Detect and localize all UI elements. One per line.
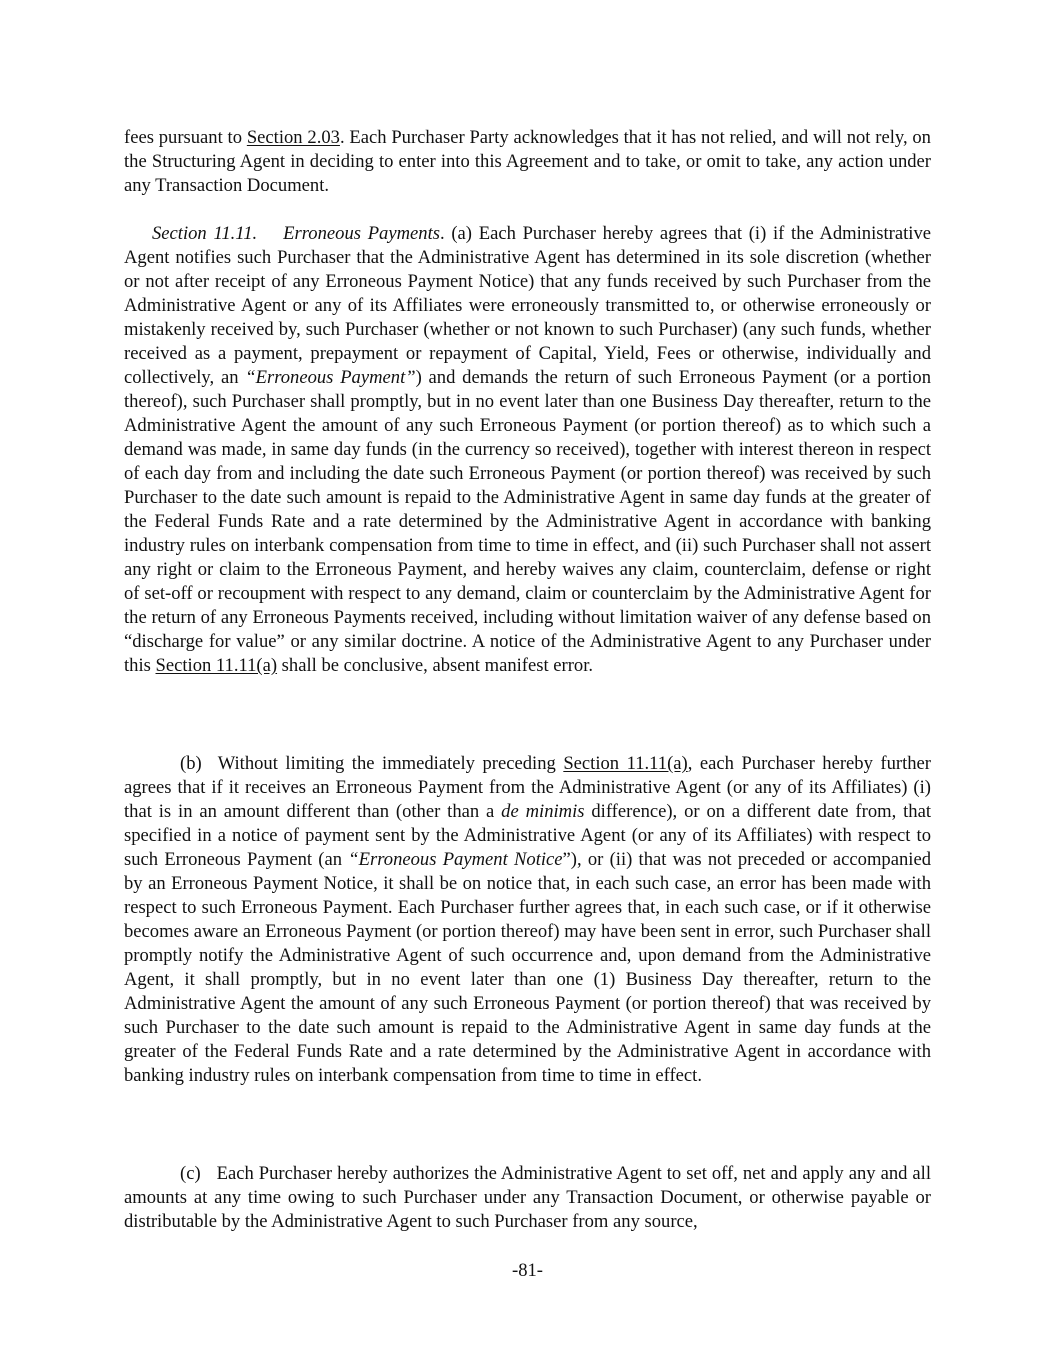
section-number: Section 11.11. — [152, 223, 258, 244]
section-reference: Section 11.11(a) — [563, 753, 688, 774]
page-number: -81- — [512, 1260, 543, 1281]
italic-term: de minimis — [501, 801, 585, 822]
subsection-b-paragraph: (b) Without limiting the immediately preceding Section 11.11(a), each Purchaser hereby further agrees that if it receives an Erroneous Payment from the Administrative Agent (or any of its Affiliates) (i) that is in an amount different than (other than a de minimis difference), or on a different date from, that specified in a notice of payment sent by the Administrative Agent (or any of its Affiliates) with respect to such Erroneous Payment (an “Erroneous Payment Notice”), or (ii) that was not preceded or accompanied by an Erroneous Payment Notice, it shall be on notice that, in each such case, an error has been made with respect to such Erroneous Payment. Each Purchaser further agrees that, in each such case, or if it otherwise becomes aware an Erroneous Payment (or portion thereof) may have been sent in error, such Purchaser shall promptly notify the Administrative Agent of such occurrence and, upon demand from the Administrative Agent, it shall promptly, but in no event later than one (1) Business Day thereafter, return to the Administrative Agent the amount of any such Erroneous Payment (or portion thereof) that was received by such Purchaser to the date such amount is repaid to the Administrative Agent in same day funds at the greater of the Federal Funds Rate and a rate determined by the Administrative Agent in accordance with banking industry rules on interbank compensation from time to time in effect. — [124, 753, 931, 1086]
section-11-11-paragraph: Section 11.11. Erroneous Payments. (a) Each Purchaser hereby agrees that (i) if the Administrative Agent notifies such Purchaser that the Administrative Agent has determined in its sole discretion (whether or not after receipt of any Erroneous Payment Notice) that any funds received by such Purchaser from the Administrative Agent or any of its Affiliates were erroneously transmitted to, or otherwise erroneously or mistakenly received by, such Purchaser (whether or not known to such Purchaser) (any such funds, whether received as a payment, prepayment or repayment of Capital, Yield, Fees or otherwise, individually and collectively, an “Erroneous Payment”) and demands the return of such Erroneous Payment (or a portion thereof), such Purchaser shall promptly, but in no event later than one Business Day thereafter, return to the Administrative Agent the amount of any such Erroneous Payment (or portion thereof) as to which such a demand was made, in same day funds (in the currency so received), together with interest thereon in respect of each day from and including the date such Erroneous Payment (or portion thereof) was received by such Purchaser to the date such amount is repaid to the Administrative Agent in same day funds at the greater of the Federal Funds Rate and a rate determined by the Administrative Agent in accordance with banking industry rules on interbank compensation from time to time in effect, and (ii) such Purchaser shall not assert any right or claim to the Erroneous Payment, and hereby waives any claim, counterclaim, defense or right of set-off or recoupment with respect to any demand, claim or counterclaim by the Administrative Agent for the return of any Erroneous Payments received, including without limitation waiver of any defense based on “discharge for value” or any similar doctrine. A notice of the Administrative Agent to any Purchaser under this Section 11.11(a) shall be conclusive, absent manifest error. — [124, 223, 931, 676]
subsection-c-paragraph: (c) Each Purchaser hereby authorizes the Administrative Agent to set off, net and apply any and all amounts at any time owing to such Purchaser under any Transaction Document, or otherwise payable or distributable by the Administrative Agent to such Purchaser from any source, — [124, 1163, 931, 1232]
section-reference: Section 2.03 — [246, 127, 340, 148]
defined-term: “Erroneous Payment Notice — [348, 849, 563, 870]
section-reference: Section 11.11(a) — [155, 655, 278, 676]
subsection-label: (b) — [180, 753, 202, 774]
subsection-label: (c) — [180, 1163, 201, 1184]
defined-term: “Erroneous Payment” — [245, 367, 416, 388]
paragraph-fees: fees pursuant to Section 2.03. Each Purchaser Party acknowledges that it has not relied, and will not rely, on the Structuring Agent in deciding to enter into this Agreement and to take, or omit to take, any action under any Transaction Document. — [124, 127, 931, 196]
section-title: Erroneous Payments — [283, 223, 440, 244]
